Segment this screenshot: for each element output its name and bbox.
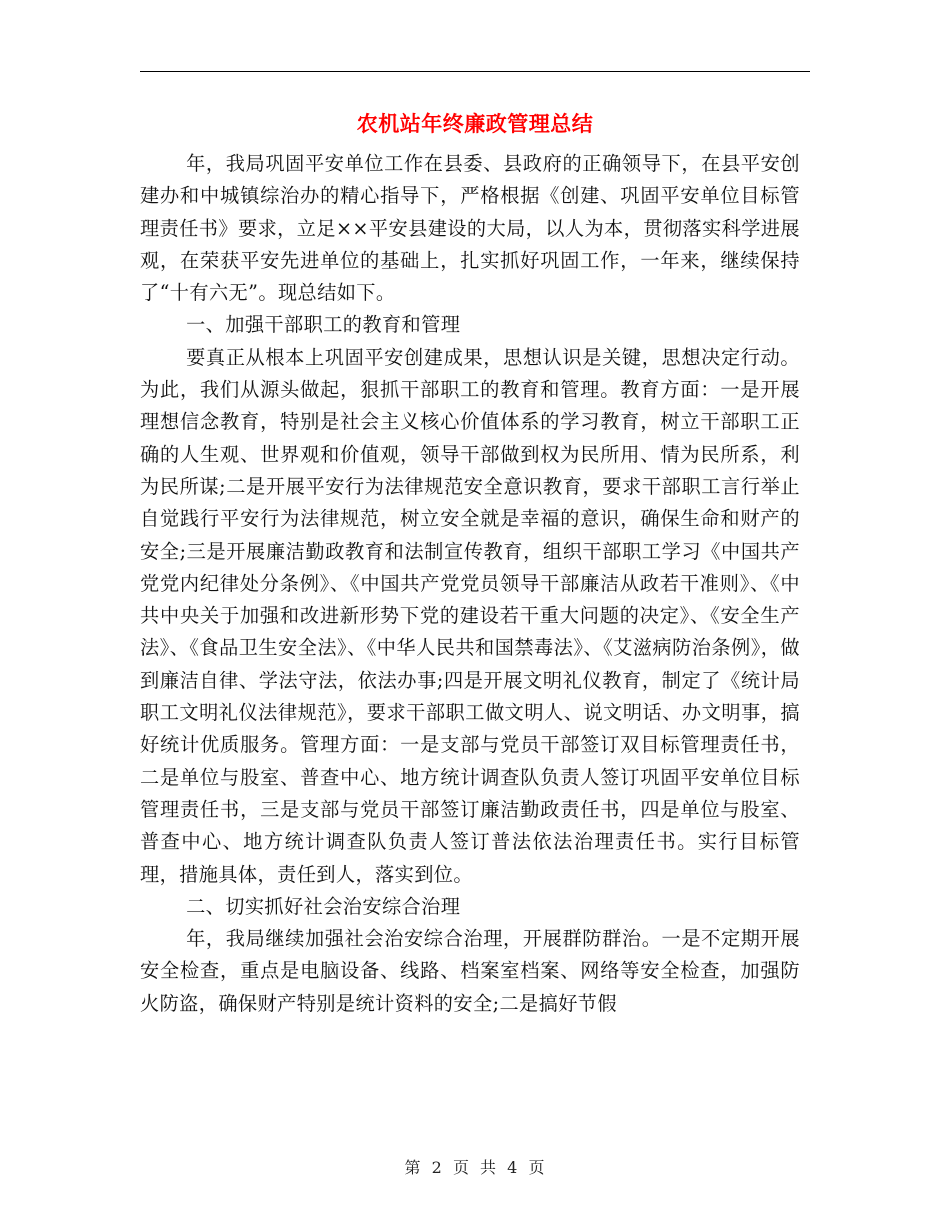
document-title: 农机站年终廉政管理总结: [356, 112, 594, 136]
page-footer: [0, 1155, 950, 1178]
footer-total-prefix: 共: [480, 1158, 498, 1177]
intro-paragraph: 年，我局巩固平安单位工作在县委、县政府的正确领导下，在县平安创建办和中城镇综治办的精心指导下，严格根据《创建、巩固平安单位目标管理责任书》要求，立足××平安县建设的大局，以人为本，贯彻落实科学进展观，在荣获平安先进单位的基础上，扎实抓好巩固工作，一年来，继续保持了“十有六无”。现总结如下。: [140, 152, 800, 305]
section-heading-1: 一、加强干部职工的教育和管理: [186, 313, 461, 337]
section-2-paragraph: 年，我局继续加强社会治安综合治理，开展群防群治。一是不定期开展安全检查，重点是电脑设备、线路、档案室档案、网络等安全检查，加强防火防盗，确保财产特别是统计资料的安全;二是搞好节假: [140, 927, 800, 1015]
section-1-paragraph: 要真正从根本上巩固平安创建成果，思想认识是关键，思想决定行动。为此，我们从源头做起，狠抓干部职工的教育和管理。教育方面：一是开展理想信念教育，特别是社会主义核心价值体系的学习教育，树立干部职工正确的人生观、世界观和价值观，领导干部做到权为民所用、情为民所系，利为民所谋;二是开展平安行为法律规范安全意识教育，要求干部职工言行举止自觉践行平安行为法律规范，树立安全就是幸福的意识，确保生命和财产的安全;三是开展廉洁勤政教育和法制宣传教育，组织干部职工学习《中国共产党党内纪律处分条例》、《中国共产党党员领导干部廉洁从政若干准则》、《中共中央关于加强和改进新形势下党的建设若干重大问题的决定》、《安全生产法》、《食品卫生安全法》、《中华人民共和国禁毒法》、《艾滋病防治条例》，做到廉洁自律、学法守法，依法办事;四是开展文明礼仪教育，制定了《统计局职工文明礼仪法律规范》，要求干部职工做文明人、说文明话、办文明事，搞好统计优质服务。管理方面：一是支部与党员干部签订双目标管理责任书，二是单位与股室、普查中心、地方统计调查队负责人签订巩固平安单位目标管理责任书，三是支部与党员干部签订廉洁勤政责任书，四是单位与股室、普查中心、地方统计调查队负责人签订普法依法治理责任书。实行目标管理，措施具体，责任到人，落实到位。: [140, 345, 800, 886]
header-rule: [140, 71, 810, 72]
section-heading-2: 二、切实抓好社会治安综合治理: [186, 894, 461, 918]
footer-total-pages: 4: [507, 1158, 519, 1177]
footer-suffix: 页: [528, 1158, 546, 1177]
footer-page-word: 页: [452, 1158, 470, 1177]
footer-current-page: 2: [431, 1158, 443, 1177]
document-body: [140, 148, 800, 1020]
footer-prefix: 第: [404, 1158, 422, 1177]
